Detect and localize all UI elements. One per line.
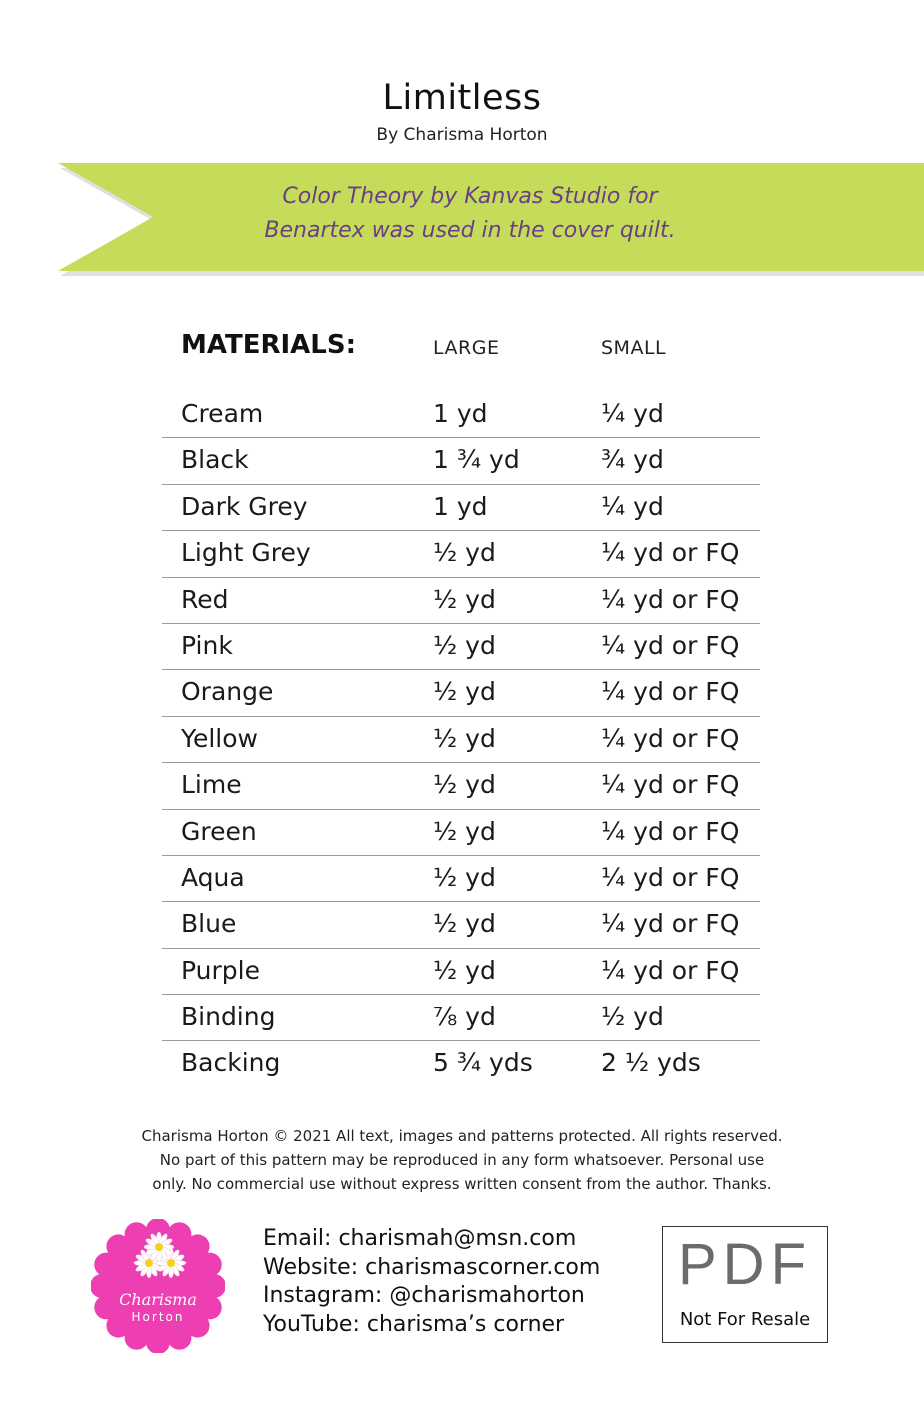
logo-text-horton: Horton <box>131 1310 185 1324</box>
contact-instagram[interactable]: Instagram: @charismahorton <box>263 1283 585 1308</box>
material-row <box>162 485 760 531</box>
material-name: Black <box>181 445 249 475</box>
material-name: Lime <box>181 770 242 800</box>
material-large-qty: ½ yd <box>433 630 496 660</box>
material-name: Binding <box>181 1002 276 1032</box>
material-name: Purple <box>181 955 260 985</box>
material-large-qty: ½ yd <box>433 677 496 707</box>
pattern-author: By Charisma Horton <box>376 125 548 145</box>
material-row <box>162 810 760 856</box>
copyright-line-1: Charisma Horton © 2021 All text, images and patterns protected. All rights reserved. <box>141 1127 783 1145</box>
material-name: Yellow <box>181 723 258 753</box>
material-large-qty: 1 yd <box>433 399 488 428</box>
material-row <box>162 763 760 809</box>
material-small-qty: ¼ yd or FQ <box>601 677 740 707</box>
material-name: Green <box>181 816 257 846</box>
material-large-qty: ½ yd <box>433 584 496 614</box>
material-row <box>162 624 760 670</box>
material-row <box>162 949 760 995</box>
pdf-label: PDF <box>678 1232 812 1297</box>
material-large-qty: 5 ¾ yds <box>433 1048 533 1078</box>
material-row <box>162 670 760 716</box>
copyright-line-3: only. No commercial use without express written consent from the author. Thanks. <box>152 1175 772 1193</box>
material-name: Orange <box>181 677 274 707</box>
copyright-notice <box>110 1124 814 1196</box>
material-small-qty: ¼ yd or FQ <box>601 862 740 892</box>
material-small-qty: ¼ yd <box>601 399 664 428</box>
material-name: Dark Grey <box>181 491 308 521</box>
banner-line-2: Benartex was used in the cover quilt. <box>264 218 676 243</box>
material-small-qty: ¼ yd or FQ <box>601 630 740 660</box>
material-large-qty: ½ yd <box>433 770 496 800</box>
material-small-qty: ¾ yd <box>601 445 664 475</box>
not-for-resale-label: Not For Resale <box>679 1309 811 1330</box>
material-row <box>162 902 760 948</box>
pattern-title: Limitless <box>382 78 542 118</box>
material-name: Pink <box>181 630 233 660</box>
material-large-qty: ½ yd <box>433 723 496 753</box>
material-small-qty: 2 ½ yds <box>601 1048 701 1078</box>
copyright-line-2: No part of this pattern may be reproduced in any form whatsoever. Personal use <box>159 1151 765 1169</box>
material-name: Aqua <box>181 862 245 892</box>
material-row <box>162 531 760 577</box>
material-row <box>162 717 760 763</box>
material-name: Cream <box>181 399 264 428</box>
column-small-heading: SMALL <box>601 337 667 359</box>
material-large-qty: ½ yd <box>433 538 496 568</box>
material-large-qty: ½ yd <box>433 862 496 892</box>
material-large-qty: 1 ¾ yd <box>433 445 520 475</box>
banner-text <box>160 180 780 248</box>
material-name: Light Grey <box>181 538 311 568</box>
material-large-qty: 1 yd <box>433 491 488 521</box>
material-name: Red <box>181 584 229 614</box>
column-large-heading: LARGE <box>433 337 500 359</box>
materials-table <box>162 392 760 1087</box>
pdf-not-for-resale-badge <box>662 1226 828 1343</box>
contact-info <box>263 1225 600 1339</box>
material-small-qty: ¼ yd or FQ <box>601 909 740 939</box>
contact-youtube[interactable]: YouTube: charisma’s corner <box>263 1311 565 1337</box>
contact-email[interactable]: Email: charismah@msn.com <box>263 1226 577 1251</box>
material-name: Blue <box>181 909 237 939</box>
material-small-qty: ¼ yd or FQ <box>601 723 740 753</box>
charisma-horton-logo <box>91 1219 225 1353</box>
material-large-qty: ½ yd <box>433 955 496 985</box>
material-small-qty: ¼ yd or FQ <box>601 955 740 985</box>
materials-heading: MATERIALS: <box>181 330 356 360</box>
material-large-qty: ⅞ yd <box>433 1002 496 1032</box>
material-small-qty: ¼ yd or FQ <box>601 538 740 568</box>
contact-website[interactable]: Website: charismascorner.com <box>263 1254 601 1280</box>
material-row <box>162 438 760 484</box>
banner-line-1: Color Theory by Kanvas Studio for <box>282 184 658 209</box>
logo-text-charisma: Charisma <box>119 1290 197 1309</box>
material-small-qty: ¼ yd or FQ <box>601 770 740 800</box>
material-row <box>162 578 760 624</box>
material-small-qty: ¼ yd or FQ <box>601 584 740 614</box>
material-row <box>162 392 760 438</box>
material-row <box>162 856 760 902</box>
material-row <box>162 1041 760 1086</box>
material-small-qty: ¼ yd <box>601 491 664 521</box>
material-row <box>162 995 760 1041</box>
material-small-qty: ¼ yd or FQ <box>601 816 740 846</box>
material-large-qty: ½ yd <box>433 909 496 939</box>
material-small-qty: ½ yd <box>601 1002 664 1032</box>
material-large-qty: ½ yd <box>433 816 496 846</box>
material-name: Backing <box>181 1048 281 1078</box>
